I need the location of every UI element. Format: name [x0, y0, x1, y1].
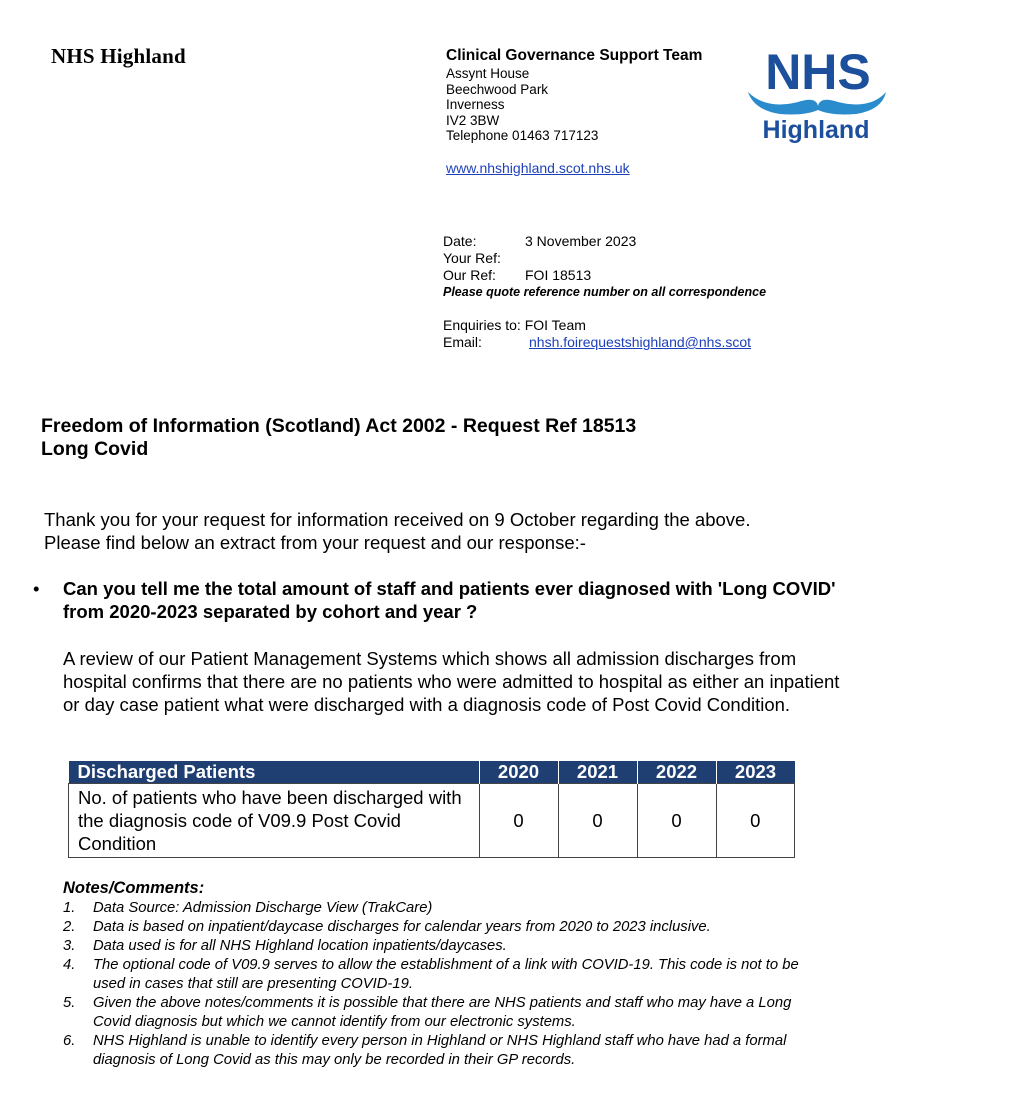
table-header-row — [69, 761, 795, 784]
subject-line: Long Covid — [41, 438, 149, 460]
team-name: Clinical Governance Support Team — [446, 47, 703, 64]
table-header-cell: 2020 — [479, 761, 558, 784]
telephone: Telephone 01463 717123 — [446, 128, 599, 143]
address-line: Inverness — [446, 97, 505, 112]
address-line: Beechwood Park — [446, 81, 549, 97]
date-label: Date: — [443, 233, 477, 249]
address-line: Assynt House — [446, 66, 530, 81]
our-ref-label: Our Ref: — [443, 267, 496, 283]
table-header-cell: Discharged Patients — [69, 761, 480, 784]
list-item — [63, 994, 833, 1032]
enquiries-value: FOI Team — [524, 317, 586, 333]
note-text: Given the above notes/comments it is possible that there are NHS patients and staff who may have a Long Covid diagnosis but which we cannot identify from our electronic systems. — [93, 995, 792, 1030]
bullet-icon: • — [33, 578, 40, 599]
notes-heading: Notes/Comments: — [63, 879, 205, 897]
list-item — [63, 899, 833, 918]
enquiries-label: Enquiries to: — [443, 317, 521, 333]
discharged-patients-table — [68, 761, 795, 858]
note-text: Data is based on inpatient/daycase discharges for calendar years from 2020 to 2023 inclusive. — [93, 919, 711, 935]
email-label: Email: — [443, 334, 482, 350]
request-question: Can you tell me the total amount of staff and patients ever diagnosed with 'Long COVID' from 2020-2023 separated by cohort and year ? — [63, 578, 836, 622]
letter-title — [41, 415, 636, 461]
organisation-name: NHS Highland — [51, 44, 186, 68]
notes-list — [63, 899, 833, 1070]
logo-text-top: NHS — [765, 44, 871, 100]
website-link[interactable]: www.nhshighland.scot.nhs.uk — [446, 160, 630, 176]
logo-text-bottom: Highland — [762, 116, 870, 144]
table-header-cell: 2023 — [716, 761, 795, 784]
title-line: Freedom of Information (Scotland) Act 2002 - Request Ref 18513 — [41, 415, 637, 437]
reference-block — [443, 233, 766, 301]
list-item — [63, 1032, 833, 1070]
note-text: Data used is for all NHS Highland location inpatients/daycases. — [93, 938, 507, 954]
table-cell: 0 — [716, 784, 795, 858]
note-text: Data Source: Admission Discharge View (TrakCare) — [93, 900, 433, 916]
table-header-cell: 2022 — [637, 761, 716, 784]
note-number: 5. — [63, 995, 76, 1011]
table-row — [69, 784, 795, 858]
table-cell: 0 — [637, 784, 716, 858]
note-text: NHS Highland is unable to identify every person in Highland or NHS Highland staff who have had a formal diagnosis of Long Covid as this may only be recorded in their GP records. — [93, 1033, 787, 1068]
sender-address-block — [446, 46, 702, 144]
intro-line: Please find below an extract from your request and our response:- — [44, 532, 586, 553]
note-number: 3. — [63, 938, 76, 954]
your-ref-label: Your Ref: — [443, 250, 501, 266]
table-row-label: No. of patients who have been discharged with the diagnosis code of V09.9 Post Covid Condition — [69, 784, 480, 858]
nhs-highland-logo — [746, 44, 888, 148]
note-number: 1. — [63, 900, 76, 916]
intro-line: Thank you for your request for information received on 9 October regarding the above. — [44, 509, 751, 530]
list-item — [63, 937, 833, 956]
note-text: The optional code of V09.9 serves to allow the establishment of a link with COVID-19. This code is not to be used in cases that still are presenting COVID-19. — [93, 957, 799, 992]
quote-reference-note: Please quote reference number on all correspondence — [443, 285, 767, 299]
list-item — [63, 956, 833, 994]
email-link[interactable]: nhsh.foirequestshighland@nhs.scot — [529, 334, 752, 350]
table-cell: 0 — [558, 784, 637, 858]
note-number: 2. — [63, 919, 76, 935]
table-cell: 0 — [479, 784, 558, 858]
intro-paragraph — [44, 508, 750, 554]
address-line: IV2 3BW — [446, 112, 500, 128]
response-paragraph: A review of our Patient Management Systems which shows all admission discharges from hospital confirms that there are no patients who were admitted to hospital as either an inpatient or day case patient what were discharged with a diagnosis code of Post Covid Condition. — [63, 648, 840, 715]
our-ref-value: FOI 18513 — [525, 267, 592, 283]
note-number: 6. — [63, 1033, 76, 1049]
table-header-cell: 2021 — [558, 761, 637, 784]
enquiries-block — [443, 317, 751, 351]
list-item — [63, 918, 833, 937]
note-number: 4. — [63, 957, 76, 973]
date-value: 3 November 2023 — [525, 233, 637, 249]
